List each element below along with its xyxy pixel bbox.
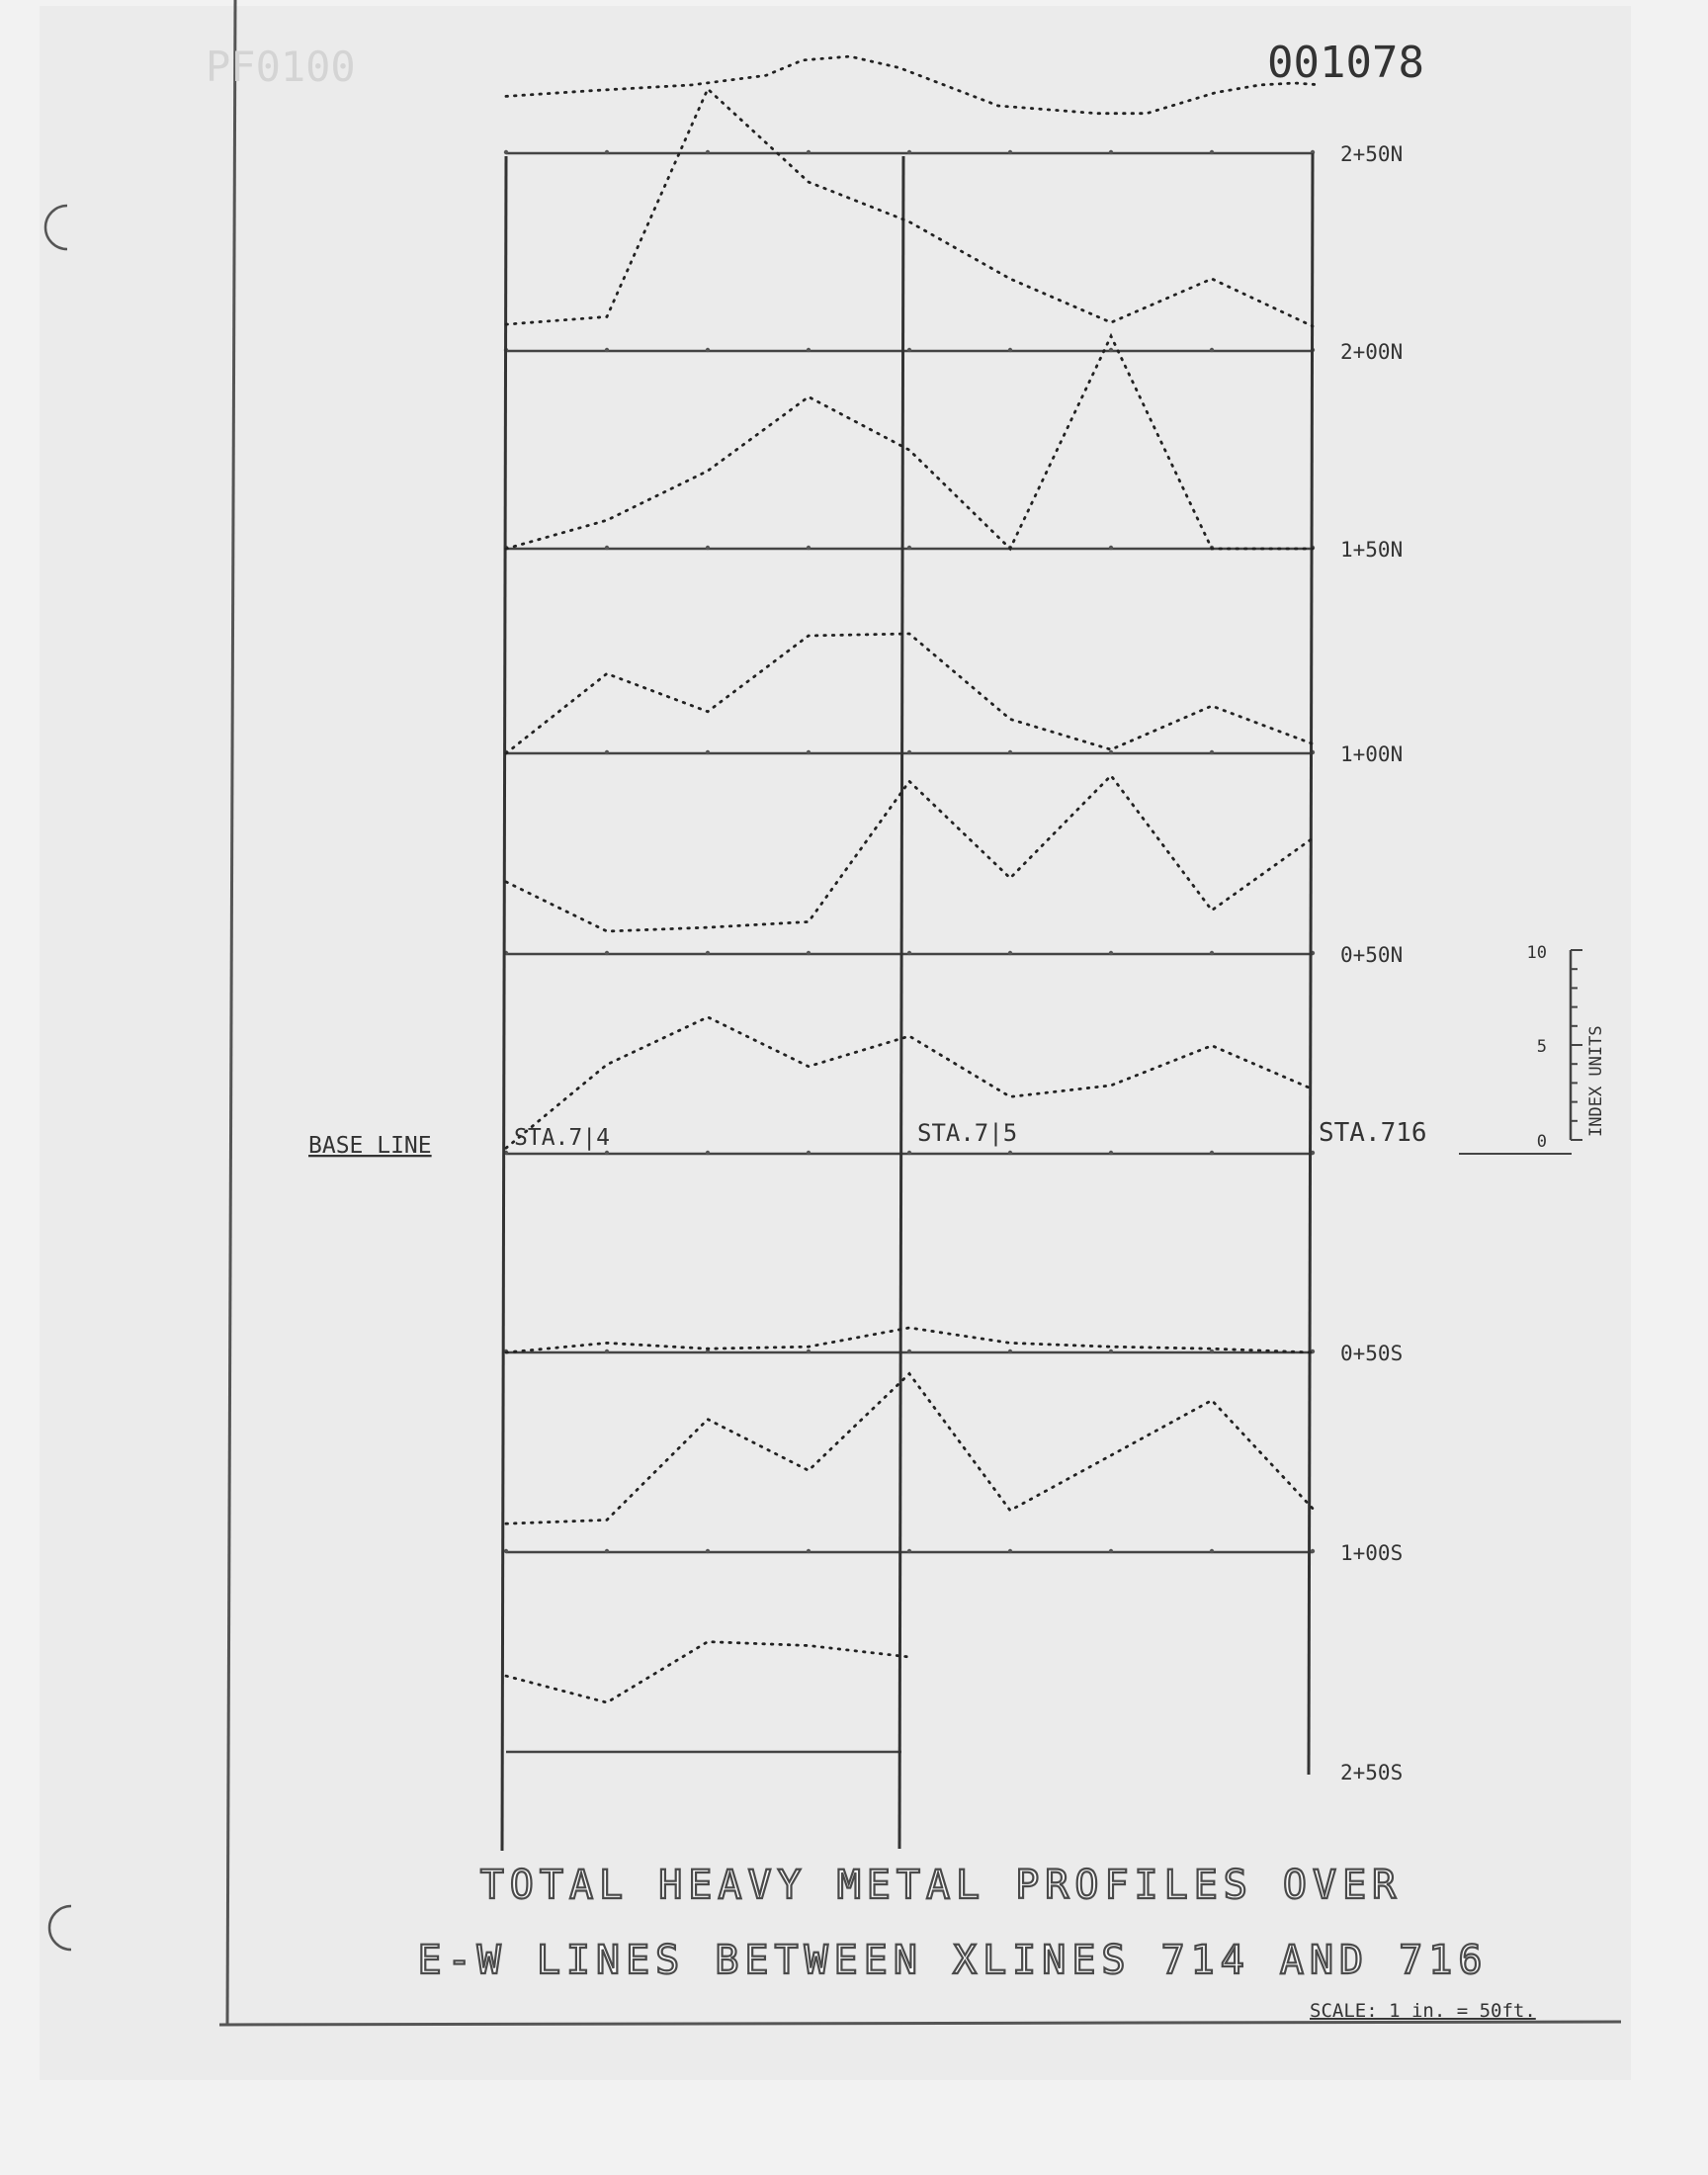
station-dot bbox=[907, 1151, 911, 1155]
station-dot bbox=[1210, 150, 1214, 154]
station-label-716: STA.716 bbox=[1319, 1118, 1427, 1148]
station-dot bbox=[807, 951, 811, 955]
station-dot bbox=[907, 1549, 911, 1553]
station-dot bbox=[1109, 1151, 1113, 1155]
station-dot bbox=[605, 1549, 609, 1553]
station-dot bbox=[807, 1549, 811, 1553]
station-dot bbox=[907, 150, 911, 154]
station-dot bbox=[1008, 1151, 1012, 1155]
station-dot bbox=[907, 750, 911, 754]
station-dot bbox=[706, 750, 710, 754]
station-dot bbox=[1210, 348, 1214, 352]
station-dot bbox=[807, 546, 811, 550]
station-dot bbox=[1008, 750, 1012, 754]
station-dot bbox=[706, 546, 710, 550]
station-dot bbox=[1109, 150, 1113, 154]
station-dot bbox=[605, 1349, 609, 1353]
station-dot bbox=[1008, 1349, 1012, 1353]
station-dot bbox=[807, 750, 811, 754]
station-dot bbox=[605, 546, 609, 550]
station-dot bbox=[1210, 750, 1214, 754]
chart-title-line-2: E-W LINES BETWEEN XLINES 714 AND 716 bbox=[417, 1938, 1489, 1983]
station-dot bbox=[1311, 1549, 1315, 1553]
station-dot bbox=[1210, 1549, 1214, 1553]
profile-line-label: 2+50S bbox=[1340, 1761, 1404, 1784]
profile-line-label: 2+00N bbox=[1340, 340, 1404, 364]
station-dot bbox=[907, 951, 911, 955]
station-dot bbox=[1210, 1349, 1214, 1353]
station-dot bbox=[1008, 1549, 1012, 1553]
scale-tick-label-10: 10 bbox=[1526, 943, 1547, 963]
stamp-right: 001078 bbox=[1267, 38, 1424, 88]
station-dot bbox=[807, 150, 811, 154]
station-dot bbox=[504, 1549, 508, 1553]
station-dot bbox=[706, 348, 710, 352]
station-label-715: STA.7|5 bbox=[917, 1119, 1018, 1147]
station-dot bbox=[605, 150, 609, 154]
station-dot bbox=[1008, 150, 1012, 154]
scale-note: SCALE: 1 in. = 50ft. bbox=[1310, 2000, 1536, 2022]
station-dot bbox=[605, 750, 609, 754]
station-dot bbox=[1109, 951, 1113, 955]
station-dot bbox=[504, 150, 508, 154]
station-dot bbox=[1109, 546, 1113, 550]
scale-tick-label-0: 0 bbox=[1536, 1132, 1547, 1152]
station-dot bbox=[1109, 750, 1113, 754]
station-dot bbox=[1210, 951, 1214, 955]
station-dot bbox=[706, 1151, 710, 1155]
station-dot bbox=[706, 150, 710, 154]
profile-line-label: 1+00N bbox=[1340, 742, 1404, 766]
station-dot bbox=[1008, 348, 1012, 352]
chart-title-line-1: TOTAL HEAVY METAL PROFILES OVER bbox=[479, 1863, 1403, 1908]
station-dot bbox=[706, 1549, 710, 1553]
station-dot bbox=[1008, 951, 1012, 955]
station-dot bbox=[807, 1151, 811, 1155]
station-dot bbox=[1109, 1349, 1113, 1353]
profile-line-label: 0+50N bbox=[1340, 943, 1404, 967]
station-dot bbox=[907, 348, 911, 352]
profile-line-label: 0+50S bbox=[1340, 1342, 1404, 1365]
station-dot bbox=[807, 1349, 811, 1353]
scale-bar-label: INDEX UNITS bbox=[1586, 1025, 1606, 1137]
station-dot bbox=[706, 951, 710, 955]
station-dot bbox=[605, 348, 609, 352]
stamp-left: PF0100 bbox=[206, 43, 356, 91]
station-dot bbox=[605, 951, 609, 955]
profile-line-label: 2+50N bbox=[1340, 142, 1404, 166]
profile-line-label: 1+50N bbox=[1340, 538, 1404, 562]
station-label-714: STA.7|4 bbox=[514, 1125, 610, 1151]
station-dot bbox=[907, 1349, 911, 1353]
station-dot bbox=[605, 1151, 609, 1155]
station-dot bbox=[807, 348, 811, 352]
scale-tick-label-5: 5 bbox=[1536, 1037, 1547, 1057]
station-dot bbox=[1109, 1549, 1113, 1553]
base-line-label: BASE LINE bbox=[308, 1133, 432, 1159]
station-dot bbox=[1109, 348, 1113, 352]
station-dot bbox=[907, 546, 911, 550]
station-dot bbox=[1210, 1151, 1214, 1155]
profile-line-label: 1+00S bbox=[1340, 1541, 1404, 1565]
